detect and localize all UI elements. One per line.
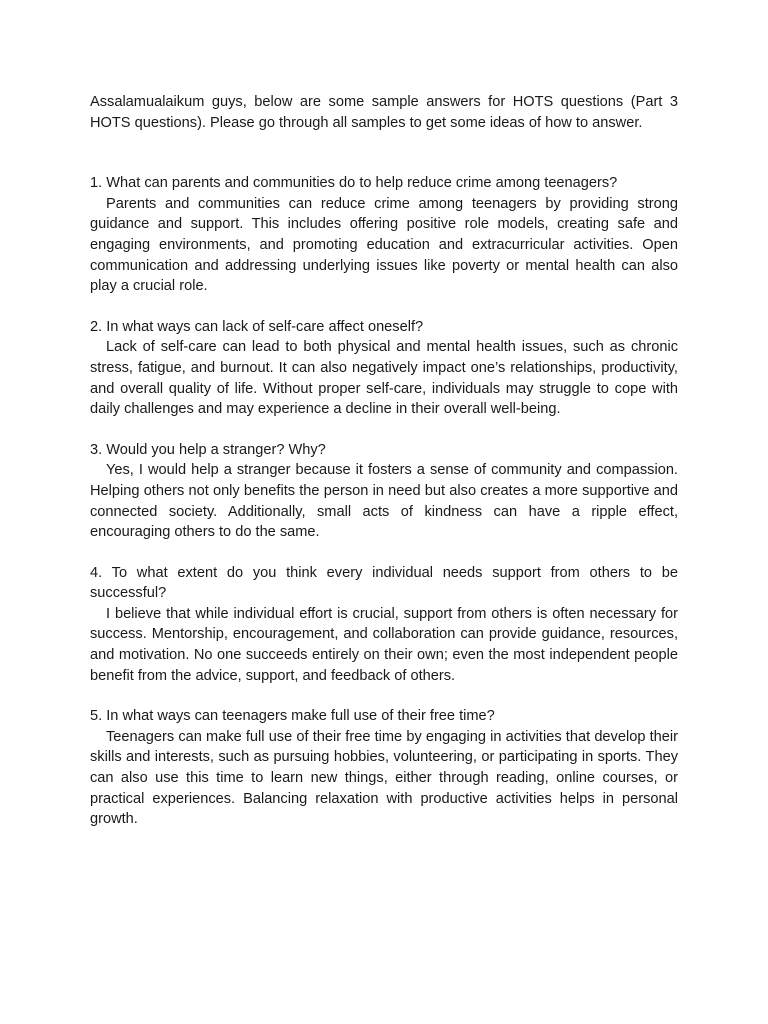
answer-5: Teenagers can make full use of their free time by engaging in activities that develop their skills and interests, such as pursuing hobbies, volunteering, or participating in sports. They can also use this time to learn new things, either through reading, online courses, or practical experiences. Balancing relaxation with productive activities helps in personal growth. bbox=[90, 728, 678, 828]
answer-4: I believe that while individual effort is crucial, support from others is often necessary for success. Mentorship, encouragement, and collaboration can provide guidance, resources, and motivation. No one succeeds entirely on their own; even the most independent people benefit from the advice, support, and feedback of others. bbox=[90, 605, 678, 684]
qa-item-1 bbox=[90, 173, 678, 297]
question-1: 1. What can parents and communities do to help reduce crime among teenagers? bbox=[90, 175, 618, 192]
question-4: 4. To what extent do you think every individual needs support from others to be successful? bbox=[90, 564, 678, 602]
question-3: 3. Would you help a stranger? Why? bbox=[90, 441, 326, 458]
answer-2: Lack of self-care can lead to both physical and mental health issues, such as chronic stress, fatigue, and burnout. It can also negatively impact one’s relationships, productivity, and overall quality of life. Without proper self-care, individuals may struggle to cope with daily challenges and may experience a decline in their overall well-being. bbox=[90, 339, 678, 418]
question-2: 2. In what ways can lack of self-care affect oneself? bbox=[90, 318, 424, 335]
qa-item-4 bbox=[90, 563, 678, 687]
question-5: 5. In what ways can teenagers make full use of their free time? bbox=[90, 708, 495, 725]
answer-3: Yes, I would help a stranger because it fosters a sense of community and compassion. Helping others not only benefits the person in need but also creates a more supportive and connected society. Additionally, small acts of kindness can have a ripple effect, encouraging others to do the same. bbox=[90, 462, 678, 541]
intro-paragraph: Assalamualaikum guys, below are some sample answers for HOTS questions (Part 3 HOTS questions). Please go through all samples to get some ideas of how to answer. bbox=[90, 94, 678, 131]
answer-1: Parents and communities can reduce crime among teenagers by providing strong guidance and support. This includes offering positive role models, creating safe and engaging environments, and promoting education and extracurricular activities. Open communication and addressing underlying issues like poverty or mental health can also play a crucial role. bbox=[90, 195, 678, 295]
document-page bbox=[90, 92, 678, 830]
qa-item-5 bbox=[90, 706, 678, 830]
qa-item-2 bbox=[90, 317, 678, 420]
qa-item-3 bbox=[90, 440, 678, 543]
